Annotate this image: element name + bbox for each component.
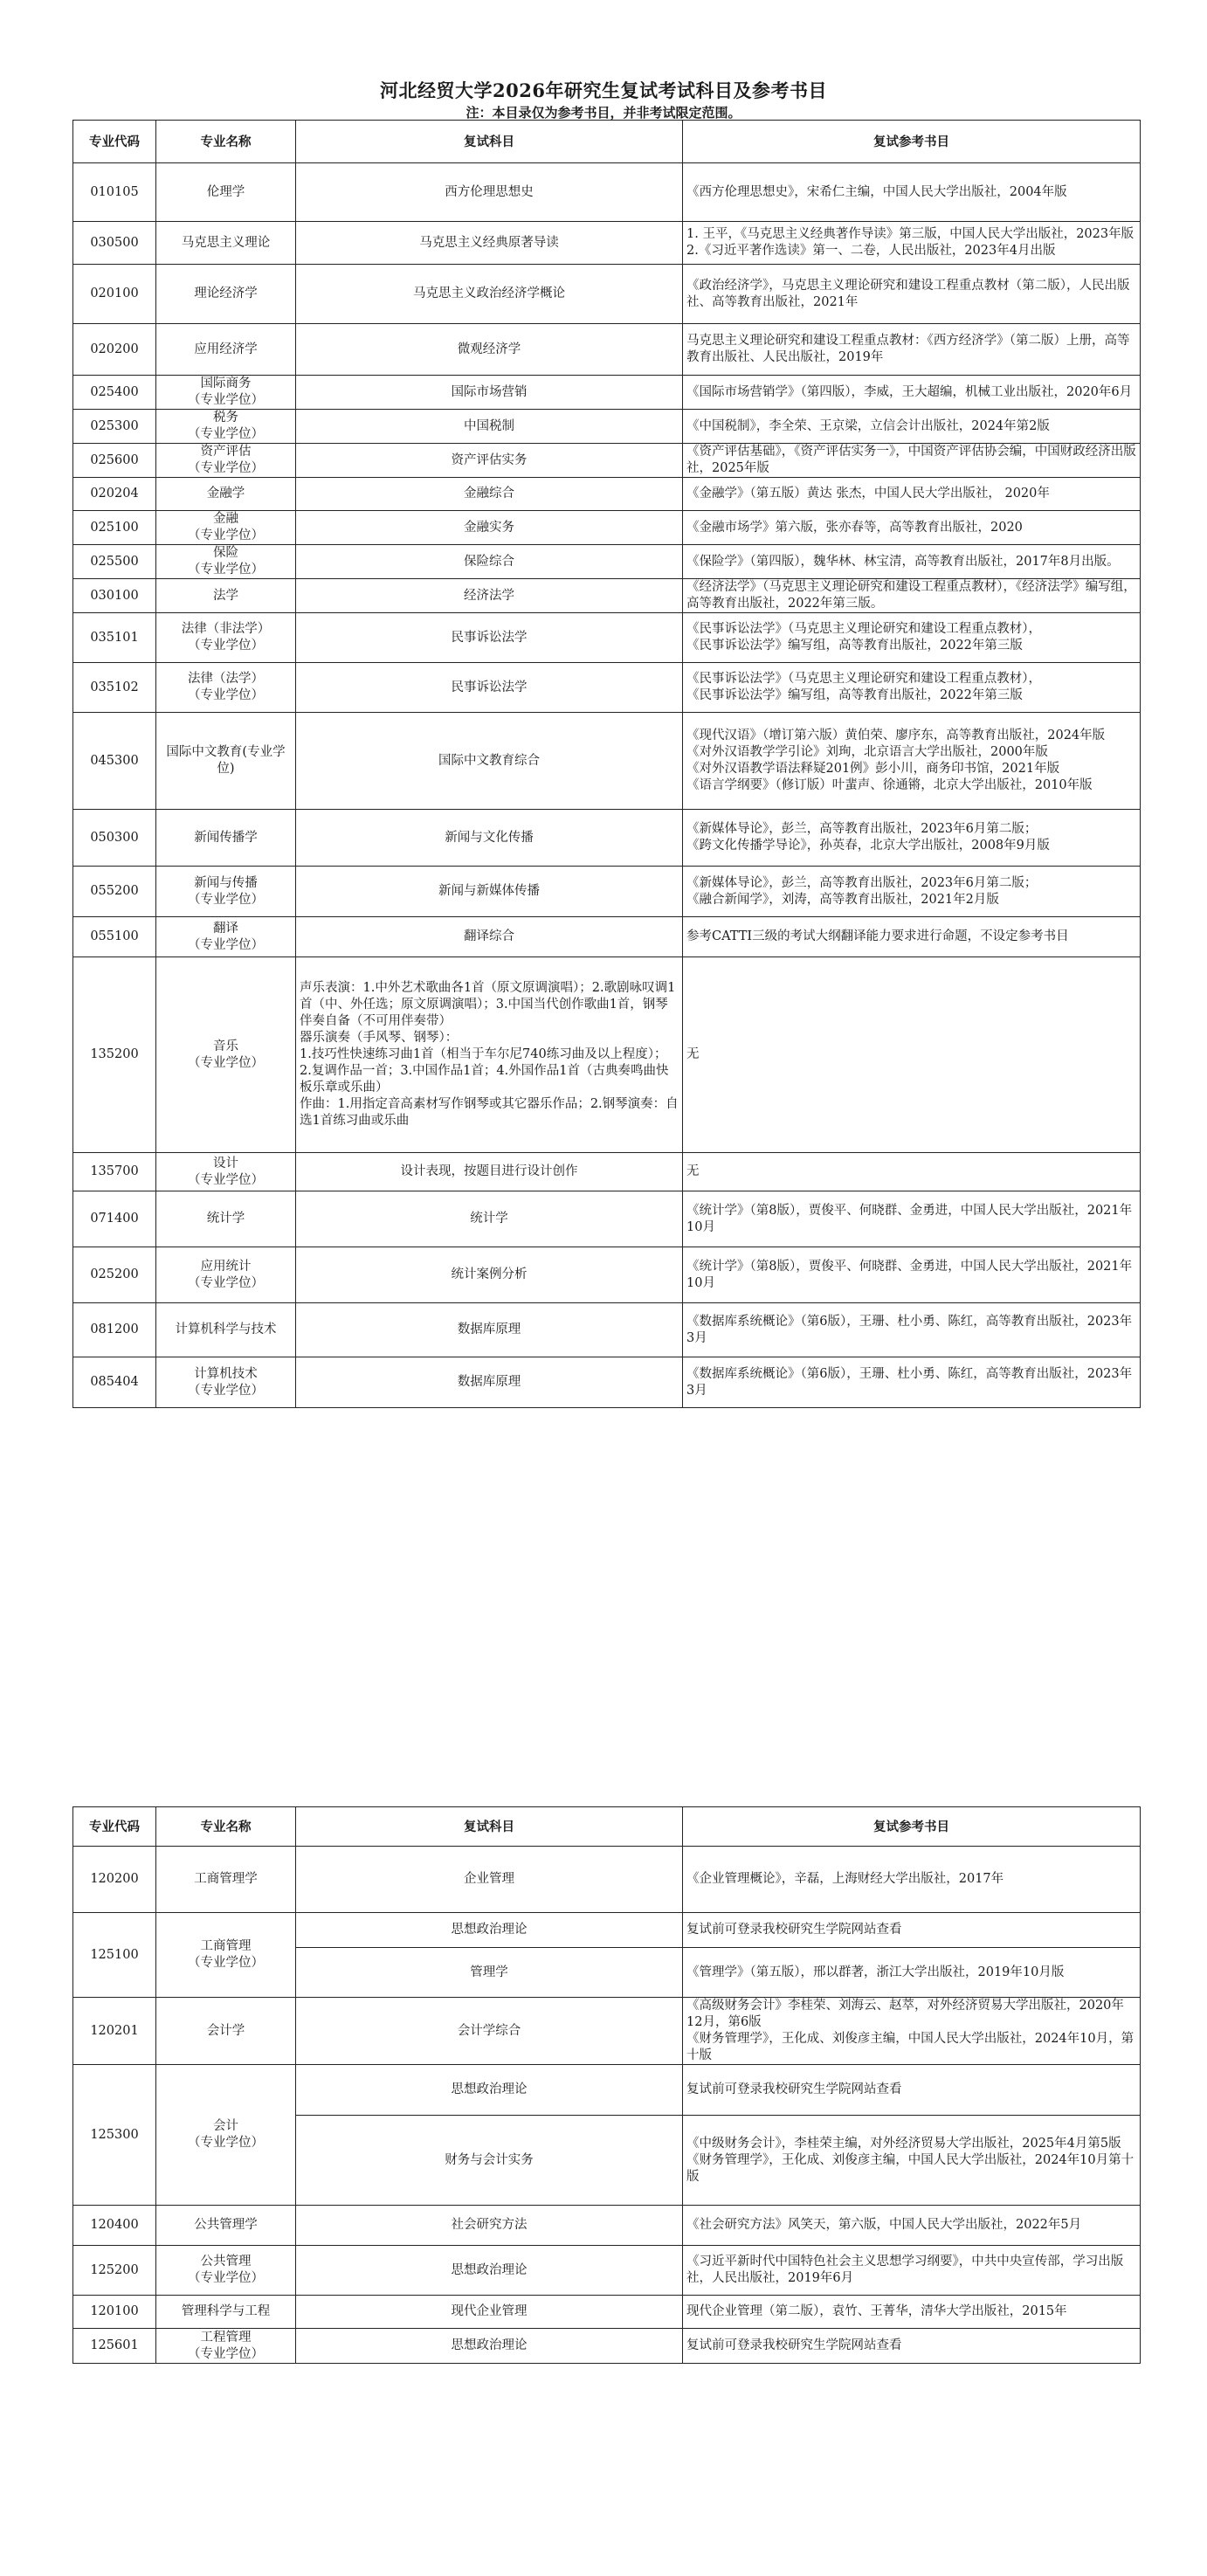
reference-books: 《金融市场学》第六版，张亦春等，高等教育出版社，2020 xyxy=(683,511,1141,545)
program-name: 法学 xyxy=(156,579,296,613)
reference-books: 复试前可登录我校研究生学院网站查看 xyxy=(683,2065,1141,2116)
program-name: 伦理学 xyxy=(156,163,296,222)
program-code: 120200 xyxy=(73,1847,156,1913)
header-ref: 复试参考书目 xyxy=(683,121,1141,163)
exam-subject: 新闻与新媒体传播 xyxy=(296,867,683,917)
header-ref: 复试参考书目 xyxy=(683,1807,1141,1847)
exam-subject: 统计学 xyxy=(296,1191,683,1247)
exam-subject: 思想政治理论 xyxy=(296,2065,683,2116)
program-name: 公共管理 （专业学位） xyxy=(156,2246,296,2296)
table-row xyxy=(73,478,1141,511)
reference-books: 《社会研究方法》风笑天，第六版，中国人民大学出版社，2022年5月 xyxy=(683,2206,1141,2246)
table-row xyxy=(73,1847,1141,1913)
program-code: 071400 xyxy=(73,1191,156,1247)
program-name: 国际中文教育(专业学位) xyxy=(156,713,296,810)
table-row xyxy=(73,324,1141,376)
exam-subject: 中国税制 xyxy=(296,410,683,444)
reference-books: 《民事诉讼法学》（马克思主义理论研究和建设工程重点教材）， 《民事诉讼法学》编写组，高等教育出版社，2022年第三版 xyxy=(683,663,1141,713)
header-code: 专业代码 xyxy=(73,1807,156,1847)
program-name: 管理科学与工程 xyxy=(156,2296,296,2329)
program-name: 应用统计 （专业学位） xyxy=(156,1247,296,1303)
program-code: 050300 xyxy=(73,810,156,867)
program-name: 新闻传播学 xyxy=(156,810,296,867)
program-code: 025500 xyxy=(73,545,156,579)
exam-subject: 马克思主义经典原著导读 xyxy=(296,222,683,265)
program-name: 计算机科学与技术 xyxy=(156,1303,296,1357)
program-code: 025200 xyxy=(73,1247,156,1303)
program-code: 120100 xyxy=(73,2296,156,2329)
program-code: 135200 xyxy=(73,957,156,1153)
table-row xyxy=(73,663,1141,713)
program-code: 081200 xyxy=(73,1303,156,1357)
exam-subject: 国际市场营销 xyxy=(296,376,683,410)
reference-books: 《高级财务会计》李桂荣、刘海云、赵萃，对外经济贸易大学出版社，2020年12月，第6版 《财务管理学》，王化成、刘俊彦主编，中国人民大学出版社，2024年10月，第十版 xyxy=(683,1998,1141,2065)
program-code: 035102 xyxy=(73,663,156,713)
table-row xyxy=(73,1998,1141,2065)
reference-books: 1. 王平，《马克思主义经典著作导读》第三版，中国人民大学出版社，2023年版 2.《习近平著作选读》第一、二卷，人民出版社，2023年4月出版 xyxy=(683,222,1141,265)
reference-books: 《数据库系统概论》（第6版），王珊、杜小勇、陈红，高等教育出版社，2023年3月 xyxy=(683,1303,1141,1357)
reference-books: 《现代汉语》（增订第六版）黄伯荣、廖序东，高等教育出版社，2024年版 《对外汉语教学学引论》刘珣，北京语言大学出版社，2000年版 《对外汉语教学语法释疑201例》彭小川，商务印书馆，2021年版 《语言学纲要》（修订版）叶蜚声、徐通锵，北京大学出版社，2010年版 xyxy=(683,713,1141,810)
program-name: 税务 （专业学位） xyxy=(156,410,296,444)
program-code: 020200 xyxy=(73,324,156,376)
program-code: 085404 xyxy=(73,1357,156,1408)
program-name: 保险 （专业学位） xyxy=(156,545,296,579)
exam-subject: 会计学综合 xyxy=(296,1998,683,2065)
exam-subject: 社会研究方法 xyxy=(296,2206,683,2246)
program-name: 应用经济学 xyxy=(156,324,296,376)
table-row xyxy=(73,579,1141,613)
header-subject: 复试科目 xyxy=(296,121,683,163)
program-code: 120400 xyxy=(73,2206,156,2246)
table-header-row xyxy=(73,1807,1141,1847)
program-name: 金融学 xyxy=(156,478,296,511)
program-name: 国际商务 （专业学位） xyxy=(156,376,296,410)
program-name: 法律（非法学） （专业学位） xyxy=(156,613,296,663)
reference-books: 《西方伦理思想史》，宋希仁主编，中国人民大学出版社，2004年版 xyxy=(683,163,1141,222)
program-code: 030500 xyxy=(73,222,156,265)
program-code: 135700 xyxy=(73,1153,156,1191)
program-name: 法律（法学） （专业学位） xyxy=(156,663,296,713)
exam-subject: 企业管理 xyxy=(296,1847,683,1913)
exam-subject: 思想政治理论 xyxy=(296,2246,683,2296)
program-name: 音乐 （专业学位） xyxy=(156,957,296,1153)
exam-subject: 西方伦理思想史 xyxy=(296,163,683,222)
reference-books: 《保险学》（第四版），魏华林、林宝清，高等教育出版社，2017年8月出版。 xyxy=(683,545,1141,579)
header-name: 专业名称 xyxy=(156,121,296,163)
program-code: 125100 xyxy=(73,1913,156,1998)
program-name: 新闻与传播 （专业学位） xyxy=(156,867,296,917)
table-row xyxy=(73,410,1141,444)
exam-subject: 数据库原理 xyxy=(296,1357,683,1408)
exam-subject: 数据库原理 xyxy=(296,1303,683,1357)
reference-books: 《资产评估基础》，《资产评估实务一》，中国资产评估协会编，中国财政经济出版社，2025年版 xyxy=(683,444,1141,478)
exam-subject: 经济法学 xyxy=(296,579,683,613)
reference-books: 《经济法学》（马克思主义理论研究和建设工程重点教材），《经济法学》编写组，高等教育出版社，2022年第三版。 xyxy=(683,579,1141,613)
table-row xyxy=(73,511,1141,545)
program-name: 会计学 xyxy=(156,1998,296,2065)
program-code: 025400 xyxy=(73,376,156,410)
exam-subject: 现代企业管理 xyxy=(296,2296,683,2329)
program-code: 035101 xyxy=(73,613,156,663)
reference-books: 《新媒体导论》，彭兰，高等教育出版社，2023年6月第二版； 《融合新闻学》，刘涛，高等教育出版社，2021年2月版 xyxy=(683,867,1141,917)
reference-books: 《习近平新时代中国特色社会主义思想学习纲要》，中共中央宣传部，学习出版社，人民出版社，2019年6月 xyxy=(683,2246,1141,2296)
table-row xyxy=(73,613,1141,663)
program-name: 翻译 （专业学位） xyxy=(156,917,296,957)
program-name: 设计 （专业学位） xyxy=(156,1153,296,1191)
reference-books: 现代企业管理（第二版），袁竹、王菁华，清华大学出版社，2015年 xyxy=(683,2296,1141,2329)
table-row xyxy=(73,957,1141,1153)
table-row xyxy=(73,2329,1141,2364)
exam-subject: 思想政治理论 xyxy=(296,2329,683,2364)
header-code: 专业代码 xyxy=(73,121,156,163)
program-code: 025600 xyxy=(73,444,156,478)
table-row xyxy=(73,545,1141,579)
table-row xyxy=(73,867,1141,917)
program-code: 125200 xyxy=(73,2246,156,2296)
table-row xyxy=(73,1303,1141,1357)
program-code: 025300 xyxy=(73,410,156,444)
reference-books: 《中级财务会计》，李桂荣主编，对外经济贸易大学出版社，2025年4月第5版 《财务管理学》，王化成、刘俊彦主编，中国人民大学出版社，2024年10月第十版 xyxy=(683,2116,1141,2206)
program-code: 120201 xyxy=(73,1998,156,2065)
exam-subject: 马克思主义政治经济学概论 xyxy=(296,265,683,324)
table-row xyxy=(73,2296,1141,2329)
reference-books: 《管理学》（第五版），邢以群著，浙江大学出版社，2019年10月版 xyxy=(683,1948,1141,1998)
table-row xyxy=(73,2065,1141,2116)
exam-subject: 财务与会计实务 xyxy=(296,2116,683,2206)
table-row xyxy=(73,1247,1141,1303)
program-code: 025100 xyxy=(73,511,156,545)
program-code: 055200 xyxy=(73,867,156,917)
table-row xyxy=(73,376,1141,410)
reference-books: 无 xyxy=(683,957,1141,1153)
exam-subject: 思想政治理论 xyxy=(296,1913,683,1948)
table-row xyxy=(73,444,1141,478)
reference-books: 参考CATTI三级的考试大纲翻译能力要求进行命题，不设定参考书目 xyxy=(683,917,1141,957)
exam-subject: 保险综合 xyxy=(296,545,683,579)
reference-books: 复试前可登录我校研究生学院网站查看 xyxy=(683,1913,1141,1948)
program-code: 125300 xyxy=(73,2065,156,2206)
program-name: 工商管理学 xyxy=(156,1847,296,1913)
exam-subject: 新闻与文化传播 xyxy=(296,810,683,867)
reference-books: 马克思主义理论研究和建设工程重点教材：《西方经济学》（第二版）上册，高等教育出版社、人民出版社，2019年 xyxy=(683,324,1141,376)
document-title: 河北经贸大学2026年研究生复试考试科目及参考书目 xyxy=(380,79,827,101)
exam-table-2 xyxy=(72,1806,1141,2364)
table-row xyxy=(73,265,1141,324)
program-code: 125601 xyxy=(73,2329,156,2364)
header-subject: 复试科目 xyxy=(296,1807,683,1847)
exam-subject: 声乐表演：1.中外艺术歌曲各1首（原文原调演唱）；2.歌剧咏叹调1首（中、外任选；原文原调演唱）；3.中国当代创作歌曲1首，钢琴伴奏自备（不可用伴奏带） 器乐演奏（手风琴、钢琴）： 1.技巧性快速练习曲1首（相当于车尔尼740练习曲及以上程度）；2.复调作品一首；3.中国作品1首；4.外国作品1首（古典奏鸣曲快板乐章或乐曲） 作曲：1.用指定音高素材写作钢琴或其它器乐作品；2.钢琴演奏：自选1首练习曲或乐曲 xyxy=(296,957,683,1153)
exam-subject: 设计表现，按题目进行设计创作 xyxy=(296,1153,683,1191)
table-row xyxy=(73,713,1141,810)
reference-books: 《民事诉讼法学》（马克思主义理论研究和建设工程重点教材）， 《民事诉讼法学》编写组，高等教育出版社，2022年第三版 xyxy=(683,613,1141,663)
program-code: 010105 xyxy=(73,163,156,222)
exam-subject: 统计案例分析 xyxy=(296,1247,683,1303)
table-row xyxy=(73,1153,1141,1191)
table-row xyxy=(73,1357,1141,1408)
reference-books: 《新媒体导论》，彭兰，高等教育出版社，2023年6月第二版； 《跨文化传播学导论》，孙英春，北京大学出版社，2008年9月版 xyxy=(683,810,1141,867)
reference-books: 《中国税制》，李全荣、王京梁，立信会计出版社，2024年第2版 xyxy=(683,410,1141,444)
program-code: 020100 xyxy=(73,265,156,324)
table-row xyxy=(73,2206,1141,2246)
program-name: 马克思主义理论 xyxy=(156,222,296,265)
program-name: 工商管理 （专业学位） xyxy=(156,1913,296,1998)
header-name: 专业名称 xyxy=(156,1807,296,1847)
exam-subject: 资产评估实务 xyxy=(296,444,683,478)
reference-books: 《数据库系统概论》（第6版），王珊、杜小勇、陈红，高等教育出版社，2023年3月 xyxy=(683,1357,1141,1408)
reference-books: 《金融学》（第五版）黄达 张杰，中国人民大学出版社， 2020年 xyxy=(683,478,1141,511)
table-header-row xyxy=(73,121,1141,163)
program-name: 理论经济学 xyxy=(156,265,296,324)
exam-subject: 管理学 xyxy=(296,1948,683,1998)
exam-subject: 微观经济学 xyxy=(296,324,683,376)
exam-subject: 金融实务 xyxy=(296,511,683,545)
exam-subject: 翻译综合 xyxy=(296,917,683,957)
reference-books: 《政治经济学》，马克思主义理论研究和建设工程重点教材（第二版），人民出版社、高等教育出版社，2021年 xyxy=(683,265,1141,324)
program-name: 会计 （专业学位） xyxy=(156,2065,296,2206)
table-row xyxy=(73,2246,1141,2296)
reference-books: 复试前可登录我校研究生学院网站查看 xyxy=(683,2329,1141,2364)
reference-books: 《国际市场营销学》（第四版），李威，王大超编，机械工业出版社，2020年6月 xyxy=(683,376,1141,410)
program-name: 金融 （专业学位） xyxy=(156,511,296,545)
program-code: 030100 xyxy=(73,579,156,613)
table-row xyxy=(73,163,1141,222)
reference-books: 《企业管理概论》，辛磊，上海财经大学出版社，2017年 xyxy=(683,1847,1141,1913)
program-name: 资产评估 （专业学位） xyxy=(156,444,296,478)
program-code: 045300 xyxy=(73,713,156,810)
exam-table-1 xyxy=(72,120,1141,1408)
program-name: 公共管理学 xyxy=(156,2206,296,2246)
reference-books: 《统计学》（第8版），贾俊平、何晓群、金勇进，中国人民大学出版社，2021年10月 xyxy=(683,1191,1141,1247)
program-name: 计算机技术 （专业学位） xyxy=(156,1357,296,1408)
exam-subject: 国际中文教育综合 xyxy=(296,713,683,810)
program-code: 020204 xyxy=(73,478,156,511)
table-row xyxy=(73,1913,1141,1948)
reference-books: 无 xyxy=(683,1153,1141,1191)
document-note: 注：本目录仅为参考书目，并非考试限定范围。 xyxy=(466,105,741,121)
reference-books: 《统计学》（第8版），贾俊平、何晓群、金勇进，中国人民大学出版社，2021年10月 xyxy=(683,1247,1141,1303)
exam-subject: 民事诉讼法学 xyxy=(296,613,683,663)
program-name: 统计学 xyxy=(156,1191,296,1247)
table-row xyxy=(73,222,1141,265)
program-name: 工程管理 （专业学位） xyxy=(156,2329,296,2364)
exam-subject: 金融综合 xyxy=(296,478,683,511)
table-row xyxy=(73,917,1141,957)
table-row xyxy=(73,1191,1141,1247)
exam-subject: 民事诉讼法学 xyxy=(296,663,683,713)
table-row xyxy=(73,810,1141,867)
program-code: 055100 xyxy=(73,917,156,957)
